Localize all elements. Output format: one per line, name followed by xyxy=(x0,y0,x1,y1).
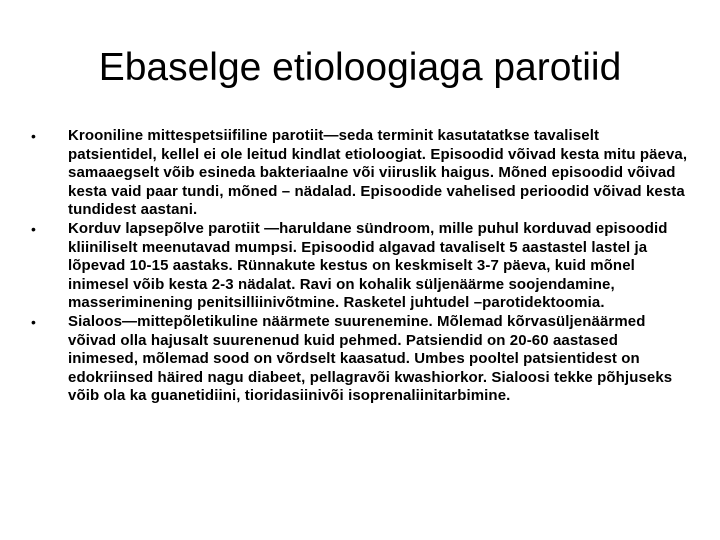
bullet-text: Krooniline mittespetsiifiline parotiit—seda terminit kasutatatkse tavaliselt patsientidel, kellel ei ole leitud kindlat etioloogiat. Episoodid võivad kesta mitu päeva, samaaegselt võib esineda bakteriaalne või viiruslik haigus. Mõned episoodid võivad kesta vaid paar tundi, mõned – nädalad. Episoodide vahelised perioodid võivad kesta tundidest aastani. xyxy=(68,127,688,219)
bullet-list xyxy=(30,127,690,406)
bullet-marker: • xyxy=(31,220,37,237)
slide-title: Ebaselge etioloogiaga parotiid xyxy=(98,46,622,89)
bullet-item-sialosis xyxy=(30,313,690,406)
bullet-marker: • xyxy=(31,128,37,144)
bullet-item-recurrent-childhood-parotitis xyxy=(30,220,690,313)
bullet-text: Korduv lapsepõlve parotiit —haruldane sündroom, mille puhul korduvad episoodid kliiniliselt meenutavad mumpsi. Episoodid algavad tavaliselt 5 aastastel lastel ja lõpevad 10-15 aastaks. Rünnakute kestus on keskmiselt 3-7 päeva, kuid mõnel inimesel võib kesta 2-3 nädalat. Ravi on kohalik süljenäärme soojendamine, masseriminening penitsilliinivõtmine. Rasketel juhtudel –parotidektoomia. xyxy=(68,219,668,312)
bullet-item-chronic-parotitis xyxy=(30,127,690,220)
bullet-text: Sialoos—mittepõletikuline näärmete suurenemine. Mõlemad kõrvasüljenäärmed võivad olla hajusalt suurenenud kuid pehmed. Patsiendid on 20-60 aastased inimesed, mõlemad sood on võrdselt kaasatud. Umbes pooltel patsientidest on edokriinsed häired nagu diabeet, pellagravõi kwashiorkor. Sialoosi tekke põhjuseks võib ola ka guanetidiini, tioridasiinivõi isoprenaliinitarbimine. xyxy=(68,312,673,405)
bullet-marker: • xyxy=(31,313,37,330)
